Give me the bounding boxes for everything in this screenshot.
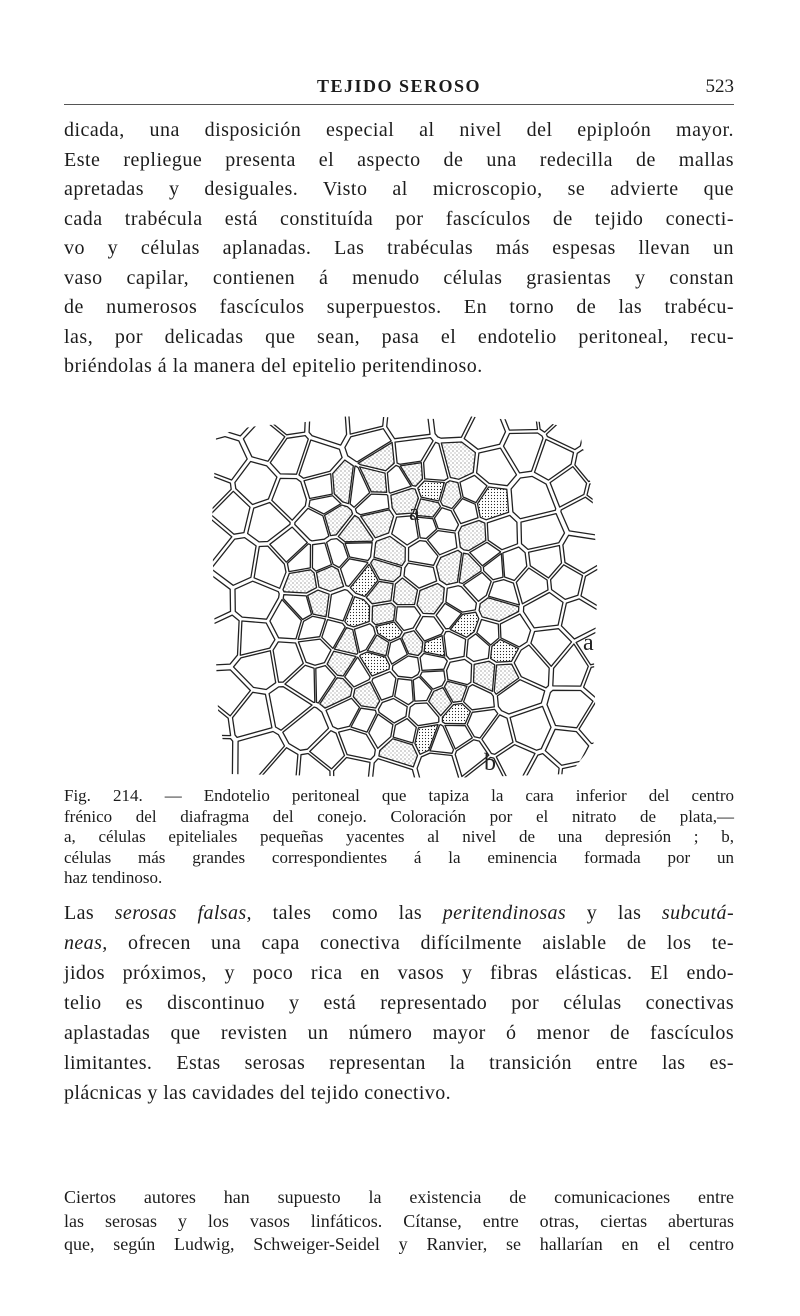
text-line: que, según Ludwig, Schweiger-Seidel y Ranvier, se hallarían en el centro: [64, 1234, 734, 1254]
text-run: Las: [64, 902, 115, 924]
endothelial-cell: [464, 410, 505, 449]
endothelial-cell: [436, 550, 461, 584]
endothelial-cell: [208, 738, 233, 782]
endothelial-cell: [372, 603, 395, 625]
text-run: y las: [566, 902, 662, 924]
text-line: plácnicas y las cavidades del tejido conectivo.: [64, 1082, 451, 1104]
italic-term: peritendinosas: [442, 902, 567, 924]
text-line: las serosas y los vasos linfáticos. Cítanse, entre otras, ciertas aberturas: [64, 1210, 734, 1231]
running-title: TEJIDO SEROSO: [316, 76, 482, 96]
text-line: Ciertos autores han supuesto la existencia de comunicaciones entre: [64, 1187, 734, 1207]
endothelial-cell: [545, 729, 588, 765]
text-line: apretadas y desiguales. Visto al microscopio, se advierte que: [64, 178, 734, 200]
endothelium-cell-drawing: [208, 410, 604, 782]
text-line: [64, 898, 734, 928]
text-run: ofrecen una capa conectiva difícilmente aislable de los te-: [107, 932, 734, 954]
text-line: dicada, una disposición especial al nivel del epiploón mayor.: [64, 119, 734, 141]
endothelial-cell: [309, 410, 347, 445]
endothelial-cell: [584, 410, 604, 459]
endothelial-cell: [510, 706, 551, 750]
figure-caption: [64, 786, 734, 889]
endothelial-cell: [418, 481, 445, 501]
text-line: vaso capilar, contienen á menudo células grasientas y constan: [64, 266, 734, 289]
cell-mesh: [208, 410, 604, 782]
body-paragraph-1: [64, 116, 734, 382]
endothelial-cell: [235, 581, 279, 619]
running-header: [64, 76, 734, 100]
text-line: cada trabécula está constituída por fascículos de tejido conecti-: [64, 207, 734, 230]
endothelial-cell: [487, 515, 517, 549]
endothelial-cell: [521, 514, 565, 550]
label-b: b: [484, 750, 496, 776]
caption-line: Fig. 214. — Endotelio peritoneal que tapiza la cara inferior del centro: [64, 786, 734, 805]
caption-line: a, células epiteliales pequeñas yacentes al nivel de una depresión ; b,: [64, 827, 734, 846]
text-run: tales como las: [251, 902, 443, 924]
body-paragraph-3: [64, 1186, 734, 1257]
text-line: aplastadas que revisten un número mayor ó menor de fascículos: [64, 1022, 734, 1044]
text-line: briéndolas á la manera del epitelio peritendinoso.: [64, 355, 483, 377]
caption-line: células más grandes correspondientes á la eminencia formada por un: [64, 847, 734, 867]
text-line: [64, 928, 734, 958]
text-line: telio es discontinuo y está representado por células conectivas: [64, 992, 734, 1014]
endothelial-cell: [317, 566, 344, 591]
endothelial-cell: [559, 765, 604, 783]
endothelial-cell: [208, 615, 239, 666]
label-a-right: a: [583, 630, 594, 656]
endothelial-cell: [333, 460, 354, 504]
endothelial-cell: [387, 410, 430, 439]
text-line: limitantes. Estas serosas representan la transición entre las es-: [64, 1052, 734, 1074]
endothelial-cell: [511, 476, 556, 518]
caption-line: haz tendinoso.: [64, 868, 163, 887]
endothelial-cell: [447, 659, 472, 684]
endothelial-cell: [496, 745, 535, 782]
header-rule: [64, 104, 734, 105]
text-line: Este repliegue presenta el aspecto de una redecilla de mallas: [64, 148, 734, 171]
figure-214-endothelium: [208, 410, 604, 782]
italic-term: neas,: [64, 932, 108, 954]
endothelial-cell: [298, 639, 331, 665]
page-number: 523: [705, 76, 734, 97]
endothelial-cell: [240, 621, 275, 655]
body-paragraph-2: [64, 898, 734, 1108]
endothelial-cell: [283, 570, 317, 593]
text-line: vo y células aplanadas. Las trabéculas más espesas llevan un: [64, 237, 734, 259]
caption-line: frénico del diafragma del conejo. Coloración por el nitrato de plata,—: [64, 806, 734, 826]
italic-term: subcutá-: [661, 902, 734, 924]
text-line: las, por delicadas que sean, pasa el endotelio peritoneal, recu-: [64, 325, 734, 348]
endothelial-cell: [208, 410, 224, 441]
label-a-upper: a: [409, 500, 420, 526]
endothelial-cell: [417, 753, 459, 782]
text-line: jidos próximos, y poco rica en vasos y fibras elásticas. El endo-: [64, 962, 734, 984]
text-line: de numerosos fascículos superpuestos. En torno de las trabécu-: [64, 296, 734, 318]
endothelial-cell: [345, 543, 372, 561]
italic-term: serosas falsas,: [114, 902, 252, 924]
